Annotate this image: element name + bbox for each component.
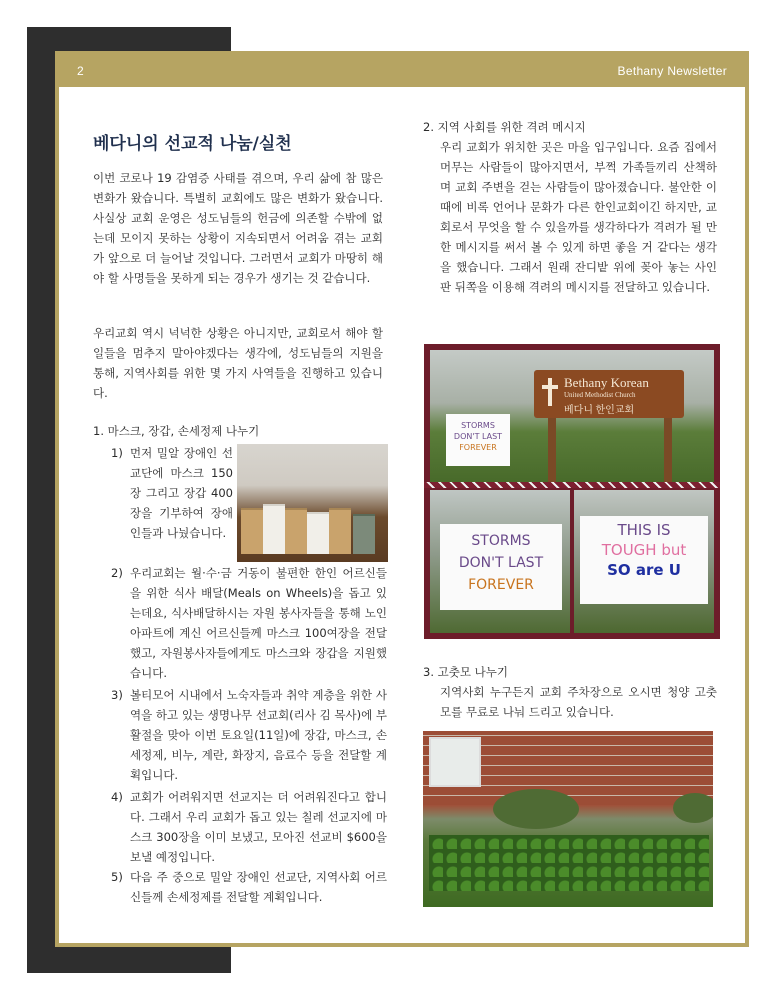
poster-line: SO are U: [607, 561, 681, 579]
article-title: 베다니의 선교적 나눔/실천: [93, 134, 292, 154]
section-3-title: 3. 고춧모 나누기: [423, 665, 508, 679]
methodist-cross-icon: [541, 378, 559, 406]
section-1-item-4: [111, 787, 387, 867]
poster-line: TOUGH but: [601, 541, 687, 559]
photo-tough-poster: [574, 490, 714, 633]
church-sign-board: [534, 370, 684, 418]
section-1-item-3: [111, 685, 387, 785]
storms-poster: [440, 524, 562, 610]
item-number: 1): [111, 446, 123, 460]
header-bar: [59, 55, 745, 87]
page-number: 2: [77, 64, 84, 78]
photo-church-sign: [430, 350, 714, 482]
item-text: 다음 주 중으로 밀알 장애인 선교단, 지역사회 어르신들께 손세정제를 전달할 계획입니다.: [130, 870, 387, 904]
item-number: 4): [111, 790, 123, 804]
section-1-item-1: [111, 443, 233, 543]
poster-line: FOREVER: [468, 577, 534, 593]
section-1-title: 1. 마스크, 장갑, 손세정제 나누기: [93, 424, 260, 438]
section-1-item-5: [111, 867, 387, 907]
photo-pepper-seedlings: [423, 731, 713, 907]
photo-storms-poster: [430, 490, 570, 633]
section-2-body: 우리 교회가 위치한 곳은 마을 입구입니다. 요즘 집에서 머무는 사람들이 많아지면서, 부쩍 가족들끼리 산책하며 교회 주변을 걷는 사람들이 많아졌습니다. 불안한 이때에 비록 언어나 문화가 다른 한인교회이긴 하지만, 교회로서 무엇을 할 수 있을까를 생각하다가 격려가 될 만한 메시지를 써서 볼 수 있게 하면 좋을 거 같다는 생각을 했습니다. 그래서 원래 잔디밭 위에 꽂아 놓는 사인판 뒤쪽을 이용해 격려의 메시지를 전달하고 있습니다.: [440, 140, 717, 294]
section-1-item-2: [111, 563, 387, 683]
photo-donation-bags: [237, 444, 388, 562]
church-sign-line-1: Bethany Korean: [564, 375, 649, 390]
small-storms-sign: [446, 414, 510, 466]
page-frame: [55, 51, 749, 947]
item-text: 볼티모어 시내에서 노숙자들과 취약 계층을 위한 사역을 하고 있는 생명나무 선교회(리사 김 목사)에 부활절을 맞아 이번 토요일(11일)에 장갑, 마스크, 손세정제, 비누, 계란, 화장지, 음료수 등을 전달할 계획입니다.: [130, 688, 387, 782]
poster-line: THIS IS: [617, 521, 671, 539]
tough-poster: [580, 516, 708, 604]
item-number: 3): [111, 688, 123, 702]
item-number: 2): [111, 566, 123, 580]
item-text: 우리교회는 월·수·금 거동이 불편한 한인 어르신들을 위한 식사 배달(Meals on Wheels)을 돕고 있는데요, 식사배달하시는 자원 봉사자들을 통해 노인 아파트에 계신 어르신들께 마스크 100여장을 전달했고, 자원봉사자들에게도 마스크와 장갑을 지원했습니다.: [130, 566, 387, 680]
photo-encouragement-signs: [424, 344, 720, 639]
item-text: 먼저 밀알 장애인 선교단에 마스크 150장 그리고 장갑 400장을 기부하여 장애인들과 나눴습니다.: [130, 446, 233, 540]
poster-line: STORMS: [471, 533, 531, 549]
small-sign-line: DON'T LAST: [453, 432, 503, 441]
intro-paragraph-1: 이번 코로나 19 감염증 사태를 겪으며, 우리 삶에 참 많은 변화가 왔습니다. 특별히 교회에도 많은 변화가 왔습니다. 사실상 교회 운영은 성도님들의 헌금에 의존할 수밖에 없는데 모이지 못하는 상황이 지속되면서 어려움 겪는 교회가 앞으로 더 늘어날 것입니다. 그러면서 교회가 마땅히 해야 할 사명들을 못하게 되는 경우가 생기는 것 같습니다.: [93, 171, 383, 285]
intro-paragraph-2: 우리교회 역시 넉넉한 상황은 아니지만, 교회로서 해야 할 일들을 멈추지 말아야겠다는 생각에, 성도님들의 지원을 통해, 지역사회를 위한 몇 가지 사역들을 진행하고 있습니다.: [93, 326, 383, 400]
poster-line: DON'T LAST: [458, 555, 544, 571]
church-sign-line-3: 베다니 한인교회: [564, 405, 635, 416]
church-sign-line-2: United Methodist Church: [564, 391, 636, 399]
section-2-title: 2. 지역 사회를 위한 격려 메시지: [423, 120, 586, 134]
newsletter-name: Bethany Newsletter: [617, 64, 727, 78]
item-number: 5): [111, 870, 123, 884]
small-sign-line: FOREVER: [459, 443, 497, 452]
section-3-body: 지역사회 누구든지 교회 주차장으로 오시면 청양 고춧모를 무료로 나눠 드리고 있습니다.: [440, 685, 717, 719]
small-sign-line: STORMS: [461, 421, 495, 430]
item-text: 교회가 어려워지면 선교지는 더 어려워진다고 합니다. 그래서 우리 교회가 돕고 있는 칠레 선교지에 마스크 300장을 이미 보냈고, 모아진 선교비 $600을 보낼 예정입니다.: [130, 790, 387, 864]
